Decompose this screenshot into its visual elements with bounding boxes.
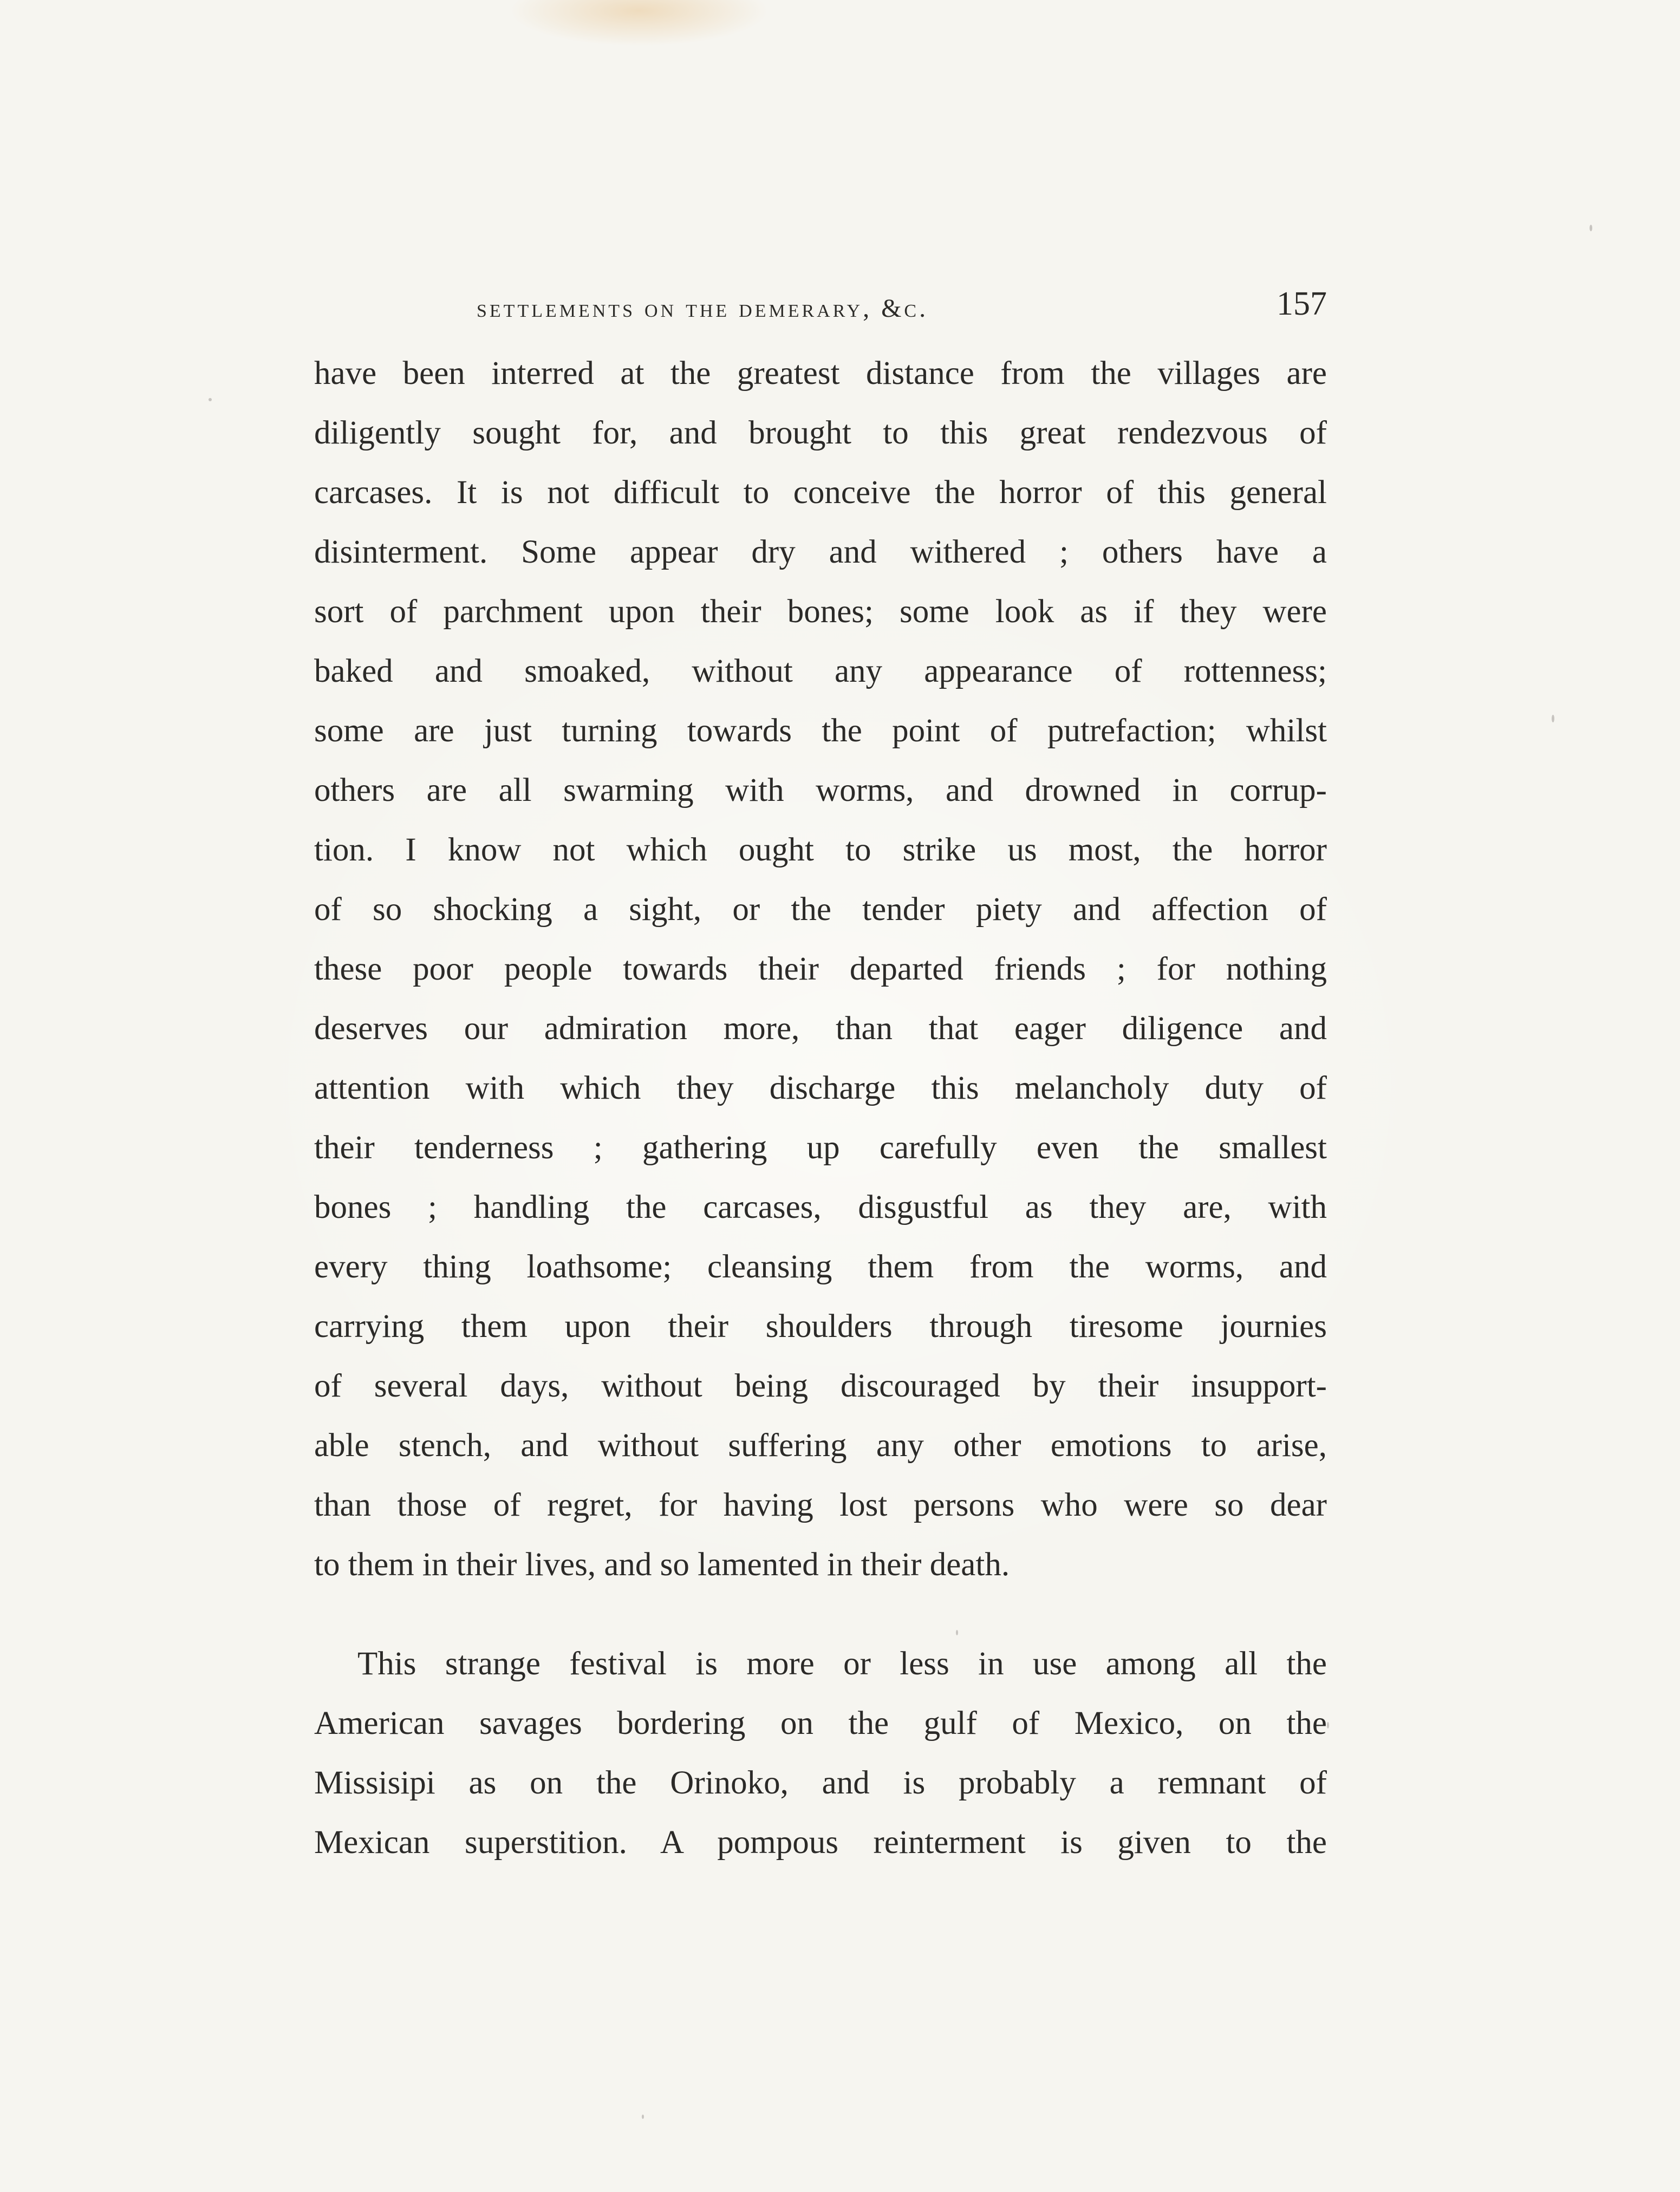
text-line: carcases. It is not difficult to conceive the horror of this general bbox=[314, 474, 1327, 511]
text-line: Missisipi as on the Orinoko, and is probably a remnant of bbox=[314, 1765, 1327, 1801]
text-line: bones ; handling the carcases, disgustful as they are, with bbox=[314, 1189, 1327, 1225]
text-line: every thing loathsome; cleansing them from the worms, and bbox=[314, 1249, 1327, 1285]
paper-speck bbox=[1552, 715, 1554, 722]
text-line: of so shocking a sight, or the tender piety and affection of bbox=[314, 891, 1327, 928]
text-line: others are all swarming with worms, and drowned in corrup- bbox=[314, 772, 1327, 808]
paragraph-1 bbox=[314, 344, 1327, 1595]
text-line: Mexican superstition. A pompous reinterment is given to the bbox=[314, 1824, 1327, 1861]
text-line: diligently sought for, and brought to this great rendezvous of bbox=[314, 415, 1327, 451]
text-line: sort of parchment upon their bones; some look as if they were bbox=[314, 593, 1327, 630]
running-title: settlements on the demerary, &c. bbox=[477, 294, 929, 323]
text-line: these poor people towards their departed friends ; for nothing bbox=[314, 951, 1327, 987]
paper-speck bbox=[1327, 1722, 1329, 1728]
paper-speck bbox=[642, 2115, 644, 2119]
paper-speck bbox=[956, 1630, 958, 1635]
page-number: 157 bbox=[1277, 285, 1327, 322]
text-line: have been interred at the greatest distance from the villages are bbox=[314, 355, 1327, 392]
text-line: to them in their lives, and so lamented in their death. bbox=[314, 1547, 1010, 1583]
text-line: their tenderness ; gathering up carefully even the smallest bbox=[314, 1130, 1327, 1166]
running-head bbox=[314, 282, 1327, 330]
text-line: deserves our admiration more, than that eager diligence and bbox=[314, 1010, 1327, 1047]
text-line: some are just turning towards the point of putrefaction; whilst bbox=[314, 713, 1327, 749]
text-line: disinterment. Some appear dry and withered ; others have a bbox=[314, 534, 1327, 570]
text-line: able stench, and without suffering any other emotions to arise, bbox=[314, 1427, 1327, 1464]
paper-speck bbox=[1590, 225, 1592, 231]
text-line: American savages bordering on the gulf of Mexico, on the bbox=[314, 1705, 1327, 1741]
paper-speck bbox=[209, 398, 212, 401]
text-line: of several days, without being discouraged by their insupport- bbox=[314, 1368, 1327, 1404]
text-line: tion. I know not which ought to strike us most, the horror bbox=[314, 832, 1327, 868]
text-line: than those of regret, for having lost persons who were so dear bbox=[314, 1487, 1327, 1523]
text-line: carrying them upon their shoulders through tiresome journies bbox=[314, 1308, 1327, 1345]
text-line: baked and smoaked, without any appearance of rottenness; bbox=[314, 653, 1327, 689]
text-line: This strange festival is more or less in use among all the bbox=[357, 1646, 1327, 1682]
text-line: attention with which they discharge this melancholy duty of bbox=[314, 1070, 1327, 1106]
paragraph-2 bbox=[314, 1634, 1327, 1873]
